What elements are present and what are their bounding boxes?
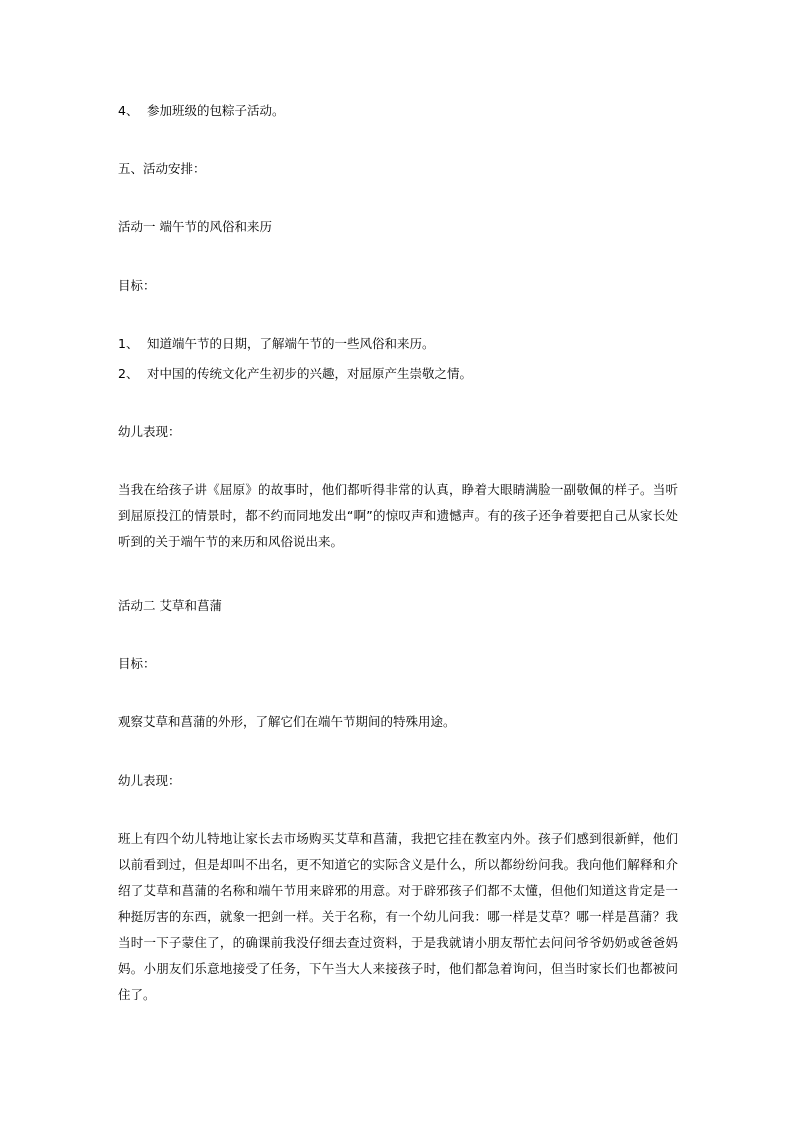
activity1-goal-1 [118, 335, 435, 352]
activity2-goal-label: 目标： [118, 656, 156, 671]
list-text: 对中国的传统文化产生初步的兴趣，对屈原产生崇敬之情。 [147, 366, 473, 381]
activity1-performance-label: 幼儿表现： [118, 424, 181, 439]
list-number: 1、 [118, 336, 139, 351]
activity2-performance-text: 班上有四个幼儿特地让家长去市场购买艾草和菖蒲，我把它挂在教室内外。孩子们感到很新鲜，他们以前看到过，但是却叫不出名，更不知道它的实际含义是什么，所以都纷纷问我。我向他们解释和介绍了艾草和菖蒲的名称和端午节用来辟邪的用意。对于辟邪孩子们都不太懂，但他们知道这肯定是一种挺厉害的东西，就象一把剑一样。关于名称，有一个幼儿问我：哪一样是艾草？哪一样是菖蒲？我当时一下子蒙住了，的确课前我没仔细去查过资料，于是我就请小朋友帮忙去问问爷爷奶奶或爸爸妈妈。小朋友们乐意地接受了任务，下午当大人来接孩子时，他们都急着询问，但当时家长们也都被问住了。 [118, 831, 678, 1002]
list-text: 知道端午节的日期，了解端午节的一些风俗和来历。 [147, 336, 435, 351]
list-text: 参加班级的包粽子活动。 [147, 103, 285, 118]
activity1-title: 活动一 端午节的风俗和来历 [118, 219, 272, 234]
section-title: 五、活动安排： [118, 161, 206, 176]
activity1-goal-label: 目标： [118, 278, 156, 293]
activity1-goal-2 [118, 365, 472, 382]
list-number: 4、 [118, 103, 139, 118]
list-number: 2、 [118, 366, 139, 381]
list-item-4 [118, 102, 285, 119]
activity2-performance-label: 幼儿表现： [118, 773, 181, 788]
activity2-title: 活动二 艾草和菖蒲 [118, 598, 222, 613]
activity1-performance-text: 当我在给孩子讲《屈原》的故事时，他们都听得非常的认真，睁着大眼睛满脸一副敬佩的样子。当听到屈原投江的情景时，都不约而同地发出“啊”的惊叹声和遗憾声。有的孩子还争着要把自己从家长处听到的关于端午节的来历和风俗说出来。 [118, 482, 678, 549]
activity2-goal-text: 观察艾草和菖蒲的外形，了解它们在端午节期间的特殊用途。 [118, 714, 456, 729]
